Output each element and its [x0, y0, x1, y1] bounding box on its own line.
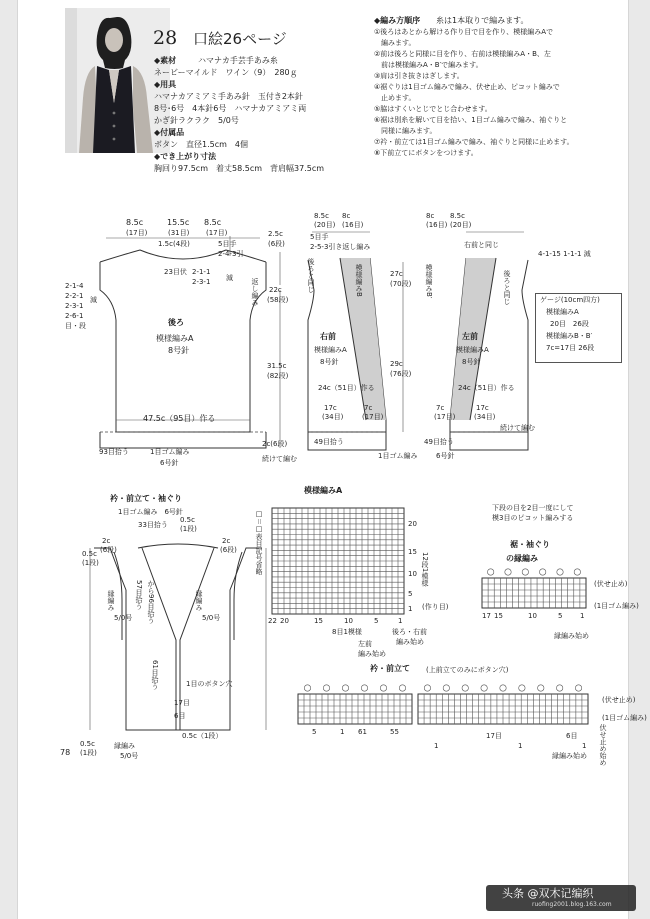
right-front-pattern-b: 模様編みB [355, 264, 363, 297]
picot-mark [424, 685, 430, 691]
back-w2: 15.5c [167, 218, 190, 227]
gauge-pattern-a-count: 20目 26段 [550, 320, 589, 328]
chart-a-y-10: 10 [408, 570, 417, 578]
front-mid-hr: (70段) [390, 280, 412, 288]
chart-a-x-10: 10 [344, 617, 353, 625]
page-number: 78 [60, 748, 71, 757]
picot-mark [481, 685, 487, 691]
chart-a-back-right: 後ろ・右前 [392, 628, 427, 636]
back-arm-5: 目・段 [65, 322, 86, 330]
back-side-h1: 22c [269, 286, 282, 294]
chart-a-y-20: 20 [408, 520, 417, 528]
back-neck-4: 23目伏 [164, 268, 187, 276]
back-hem-width: 47.5c（95目）作る [143, 414, 216, 423]
chart-a-cast-on: (作り目) [422, 603, 449, 611]
picot-note-2: 模3目のピコット編みする [492, 514, 574, 522]
instructions-title: ◆編み方順序 [374, 16, 421, 25]
hem-x-1: 1 [580, 612, 585, 620]
chart-a-x-15: 15 [314, 617, 323, 625]
instruction-step: ③肩は引き抜きはぎします。 [374, 72, 464, 80]
chart-a-title: 模様編みA [304, 486, 343, 495]
right-front-note-1: 5目手 [310, 233, 329, 241]
right-front-needle: 8号針 [320, 358, 339, 366]
collar-bottom-left-r: (1段) [80, 749, 97, 757]
hem-chart-title: 裾・袖ぐり [510, 540, 550, 549]
front-band-1r: (34目) [322, 413, 344, 421]
collar-rib: (1目ゴム編み) [602, 714, 647, 722]
front-band-1: 17c [324, 404, 337, 412]
tools-title: ◆用具 [154, 80, 177, 89]
instruction-step: 止めます。 [374, 94, 416, 102]
front-top-4r: (20目) [450, 221, 472, 229]
tools-line-3: かぎ針ラクラク 5/0号 [154, 116, 239, 125]
armhole-hook-right: 5/0号 [202, 614, 221, 622]
hem-x-17: 17 [482, 612, 491, 620]
pattern-number: 28 [153, 27, 178, 49]
back-side-h2: 31.5c [267, 362, 287, 370]
chart-a-y-15: 15 [408, 548, 417, 556]
back-neck-3: 2-4-3引 [218, 250, 244, 258]
back-neck-2: 5目手 [218, 240, 237, 248]
collar-17-stitches: 17目 [174, 699, 190, 707]
collar-pick-61: 61目拾う [151, 660, 159, 690]
front-top-1r: (20目) [314, 221, 336, 229]
collar-c4r: (1段) [82, 559, 99, 567]
right-front-band-B [340, 258, 386, 420]
gauge-pattern-b-count: 7c=17目 26段 [546, 344, 595, 352]
back-piece-name: 後ろ [168, 318, 184, 327]
left-front-decrease: 4-1-15 1-1-1 減 [538, 250, 591, 258]
picot-mark [304, 685, 310, 691]
back-w3r: (17目) [206, 229, 228, 237]
back-arm-1: 2-1-4 [65, 282, 84, 290]
back-top-hr: (6段) [268, 240, 285, 248]
collar-c2: 2c [102, 537, 111, 545]
collar-c3: 2c [222, 537, 231, 545]
front-band-left [142, 548, 176, 730]
back-top-h: 2.5c [268, 230, 283, 238]
left-front-name: 左前 [462, 332, 478, 341]
picot-mark [574, 569, 580, 575]
right-front-pattern: 模様編みA [314, 346, 347, 354]
front-band-4: 17c [476, 404, 489, 412]
collar-title: 衿・前立て・袖ぐり [110, 494, 182, 503]
front-rib-needle: 6号針 [436, 452, 455, 460]
collar-bind-off: (伏せ止め) [602, 696, 636, 704]
back-side-h1r: (58段) [267, 296, 289, 304]
picot-mark [539, 569, 545, 575]
back-rib: 1目ゴム編み [150, 448, 190, 456]
front-mid-h2: 29c [390, 360, 403, 368]
front-band-3r: (17目) [434, 413, 456, 421]
collar-chart-x2-1c: 1 [582, 742, 587, 750]
front-band-4r: (34目) [474, 413, 496, 421]
chart-a-x-20: 20 [280, 617, 289, 625]
front-band-2r: (17目) [362, 413, 384, 421]
picot-mark [505, 569, 511, 575]
left-front-pattern: 模様編みA [456, 346, 489, 354]
picot-mark [380, 685, 386, 691]
gauge-title: ゲージ(10cm四方) [540, 296, 600, 304]
chart-A-grid [272, 508, 404, 614]
armhole-hook: 5/0号 [114, 614, 133, 622]
picot-mark [361, 685, 367, 691]
collar-chart-x-61: 61 [358, 728, 367, 736]
chart-a-x-1: 1 [398, 617, 403, 625]
collar-band-chart-right [418, 694, 588, 724]
front-top-2: 8c [342, 212, 351, 220]
instruction-step: ⑥裾は別糸を解いて目を拾い、1目ゴム編みで編み、袖ぐりと [374, 116, 568, 124]
hem-x-15: 15 [494, 612, 503, 620]
garment-schematic [18, 0, 650, 919]
front-mid-h: 27c [390, 270, 403, 278]
front-top-3: 8c [426, 212, 435, 220]
picot-note-1: 下段の目を2目一度にして [492, 504, 574, 512]
size-line: 胸回り97.5cm 着丈58.5cm 背肩幅37.5cm [154, 164, 325, 173]
back-pick-up: 93目拾う [99, 448, 129, 456]
collar-chart-x2-6: 6目 [566, 732, 578, 740]
chart-a-left-front: 左前 [358, 640, 372, 648]
picot-hem-chart [482, 578, 586, 608]
picot-mark [462, 685, 468, 691]
gauge-pattern-b: 模様編みB・B′ [546, 332, 593, 340]
chart-a-repeat-unit: 8目1模様 [332, 628, 362, 636]
front-band-3: 7c [436, 404, 445, 412]
collar-6-stitches: 6目 [174, 712, 186, 720]
back-neck-1: 1.5c(4段) [158, 240, 190, 248]
materials-color: ネービーマイルド ワイン（9） 280ｇ [154, 68, 298, 77]
chart-a-legend: □＝□表目記号省略 [255, 510, 263, 575]
instruction-step: ④裾ぐりは1目ゴム編みで編み、伏せ止め、ピコット編みで [374, 83, 560, 91]
picot-mark [487, 569, 493, 575]
picot-mark [342, 685, 348, 691]
size-title: ◆でき上がり寸法 [154, 152, 217, 161]
left-front-cast-on: 24c（51目）作る [458, 384, 515, 392]
collar-c4: 0.5c [82, 550, 97, 558]
picot-mark [323, 685, 329, 691]
picot-mark [443, 685, 449, 691]
instructions-note: 糸は1本取りで編みます。 [436, 16, 529, 25]
back-return-knit: 返し編み [251, 278, 259, 306]
front-mid-h2r: (76段) [390, 370, 412, 378]
back-rib-needle: 6号針 [160, 459, 179, 467]
front-top-3r: (16目) [426, 221, 448, 229]
chart-a-start: 編み始め [396, 638, 424, 646]
collar-chart-note: (上前立てのみにボタン穴) [426, 666, 509, 674]
chart-a-x-22: 22 [268, 617, 277, 625]
back-rib-band [100, 432, 266, 448]
left-front-pattern-b2: 模様編みB′ [425, 264, 433, 299]
gauge-box [535, 293, 622, 363]
back-hem-h: 2c(6段) [262, 440, 288, 448]
back-neck-6: 2-3-1 [192, 278, 211, 286]
watermark-text: 头条 @双木记编织 [502, 887, 594, 900]
back-w2r: (31目) [168, 229, 190, 237]
instruction-step: ①後ろはあとから解ける作り目で目を作り、模様編みAで [374, 28, 554, 36]
hem-edge-hook: 5/0号 [120, 752, 139, 760]
armhole-edge-label-right: 縁編み [195, 590, 203, 611]
collar-subtitle: 1目ゴム編み 6号針 [118, 508, 183, 516]
notions-line: ボタン 直径1.5cm 4個 [154, 140, 249, 149]
back-needle: 8号針 [168, 346, 190, 355]
instruction-step: 前は模様編みA・B′で編みます。 [374, 61, 483, 69]
tools-line-1: ハマナカアミアミ手あみ針 玉付き2本針 [154, 92, 303, 101]
right-front-note-2: 2-5-3引き返し編み [310, 243, 371, 251]
collar-chart-x-55: 55 [390, 728, 399, 736]
collar-chart-x2-1b: 1 [518, 742, 523, 750]
front-top-2r: (16目) [342, 221, 364, 229]
instruction-step: ⑦衿・前立ては1目ゴム編みで編み、袖ぐりと同様に止めます。 [374, 138, 574, 146]
back-arm-6: 減 [90, 296, 97, 304]
front-continue: 続けて編む [500, 424, 535, 432]
picot-mark [519, 685, 525, 691]
picot-mark [575, 685, 581, 691]
chart-a-repeat: 12段1模様 [421, 552, 429, 587]
back-neck-5: 2-1-1 [192, 268, 211, 276]
collar-pick-33: 33目拾う [138, 521, 168, 529]
front-band-2: 7c [364, 404, 373, 412]
right-front-pick: 49目拾う [314, 438, 344, 446]
materials-yarn: ハマナカ手芸手あみ糸 [198, 56, 278, 65]
collar-bottom-right: 0.5c（1段） [182, 732, 223, 740]
collar-chart-title: 衿・前立て [370, 664, 410, 673]
materials-title: ◆素材 [154, 56, 177, 65]
collar-band-chart-left [298, 694, 412, 724]
collar-bind-off-start: 伏せ止め始め [599, 724, 607, 766]
collar-bottom-left: 0.5c [80, 740, 95, 748]
back-w1r: (17目) [126, 229, 148, 237]
watermark-url: ruofing2001.blog.163.com [532, 901, 612, 908]
instruction-step: 同様に編みます。 [374, 127, 437, 135]
instruction-step: 編みます。 [374, 39, 416, 47]
back-arm-4: 2-6-1 [65, 312, 84, 320]
tools-line-2: 8号･6号 4本針6号 ハマナカアミアミ両 [154, 104, 307, 113]
left-front-pick: 49目拾う [424, 438, 454, 446]
picot-mark [538, 685, 544, 691]
chart-a-y-5: 5 [408, 590, 413, 598]
chart-a-y-1: 1 [408, 605, 413, 613]
hem-edge-start: 縁編み始め [554, 632, 589, 640]
collar-edge-start: 縁編み始め [552, 752, 587, 760]
collar-c1r: (1段) [180, 525, 197, 533]
gauge-pattern-a: 模様編みA [546, 308, 579, 316]
collar-c2r: (6段) [100, 546, 117, 554]
watermark-badge [486, 885, 636, 911]
chart-a-x-5: 5 [374, 617, 379, 625]
collar-c1: 0.5c [180, 516, 195, 524]
picot-mark [522, 569, 528, 575]
collar-chart-x-1: 1 [340, 728, 345, 736]
back-pattern: 模様編みA [156, 334, 194, 343]
front-rib: 1目ゴム編み [378, 452, 418, 460]
left-back-same: 後ろと同じ [503, 270, 511, 305]
picot-mark [500, 685, 506, 691]
back-side-h2r: (82段) [267, 372, 289, 380]
picot-mark [556, 685, 562, 691]
collar-chart-x-5: 5 [312, 728, 317, 736]
back-neck-7: 減 [226, 274, 233, 282]
back-w1: 8.5c [126, 218, 144, 227]
instruction-step: ⑤脇はすくいとじでとじ合わせます。 [374, 105, 492, 113]
front-top-1: 8.5c [314, 212, 329, 220]
hem-x-10: 10 [528, 612, 537, 620]
instruction-step: ②前は後ろと同様に目を作り、右前は模様編みA・B、左 [374, 50, 551, 58]
right-front-name: 右前 [320, 332, 336, 341]
armhole-edge-label: 縁編み [107, 590, 115, 611]
hem-bind-off: (伏せ止め) [594, 580, 628, 588]
notions-title: ◆付属品 [154, 128, 185, 137]
left-front-note: 右前と同じ [464, 241, 499, 249]
hem-rib: (1目ゴム編み) [594, 602, 639, 610]
collar-chart-x2-17: 17目 [486, 732, 502, 740]
page-reference: 口絵26ページ [193, 30, 287, 48]
hem-x-5: 5 [558, 612, 563, 620]
back-continue: 続けて編む [262, 455, 297, 463]
picot-mark [399, 685, 405, 691]
back-arm-2: 2-2-1 [65, 292, 84, 300]
hem-edge-label: 縁編み [114, 742, 135, 750]
collar-chart-x2-1a: 1 [434, 742, 439, 750]
right-front-cast-on: 24c（51目）作る [318, 384, 375, 392]
picot-mark [557, 569, 563, 575]
collar-pick-57: 57目拾う [135, 580, 143, 610]
chart-a-left-start: 編み始め [358, 650, 386, 658]
back-w3: 8.5c [204, 218, 222, 227]
instruction-step: ⑧下前立てにボタンをつけます。 [374, 149, 478, 157]
collar-c3r: (6段) [220, 546, 237, 554]
front-top-4: 8.5c [450, 212, 465, 220]
left-front-needle: 8号針 [462, 358, 481, 366]
pattern-page [18, 0, 647, 919]
hem-chart-title-2: の縁編み [506, 554, 538, 563]
back-arm-3: 2-3-1 [65, 302, 84, 310]
collar-pick-96: から96目拾う [147, 580, 155, 624]
buttonhole-label: 1目のボタン穴 [186, 680, 233, 688]
right-back-same: 後ろと同じ [307, 258, 315, 293]
